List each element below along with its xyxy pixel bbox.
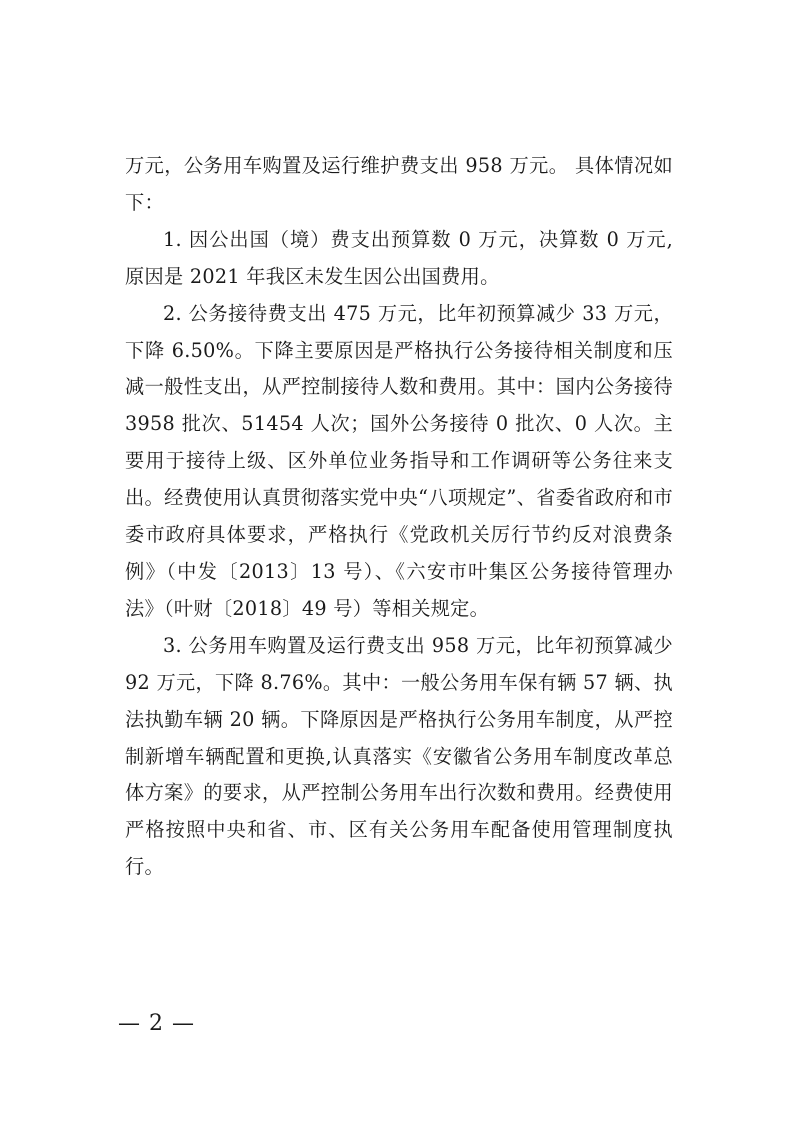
paragraph-reception-expense: 2. 公务接待费支出 475 万元，比年初预算减少 33 万元，下降 6.50%。下降主要原因是严格执行公务接待相关制度和压减一般性支出，从严控制接待人数和费用。其中：国内公务接待 3958 批次、51454 人次；国外公务接待 0 批次、0 人次。主要用于接待上级、区外单位业务指导和工作调研等公务往来支出。经费使用认真贯彻落实党中央“八项规定”、省委省政府和市委市政府具体要求，严格执行《党政机关厉行节约反对浪费条例》（中发〔2013〕13 号）、《六安市叶集区公务接待管理办法》（叶财〔2018〕49 号）等相关规定。 [125, 301, 673, 620]
paragraph-continuation: 万元，公务用车购置及运行维护费支出 958 万元。 具体情况如下： [125, 154, 673, 214]
body-text [125, 148, 673, 886]
paragraph-vehicle-expense: 3. 公务用车购置及运行费支出 958 万元，比年初预算减少 92 万元，下降 8.76%。其中：一般公务用车保有辆 57 辆、执法执勤车辆 20 辆。下降原因是严格执行公务用车制度，从严控制新增车辆配置和更换,认真落实《安徽省公务用车制度改革总体方案》的要求，从严控制公务用车出行次数和费用。经费使用严格按照中央和省、市、区有关公务用车配备使用管理制度执行。 [125, 633, 673, 879]
page-number: — 2 — [118, 1011, 195, 1036]
paragraph-outbound-travel: 1. 因公出国（境）费支出预算数 0 万元，决算数 0 万元,原因是 2021 年我区未发生因公出国费用。 [125, 227, 673, 288]
